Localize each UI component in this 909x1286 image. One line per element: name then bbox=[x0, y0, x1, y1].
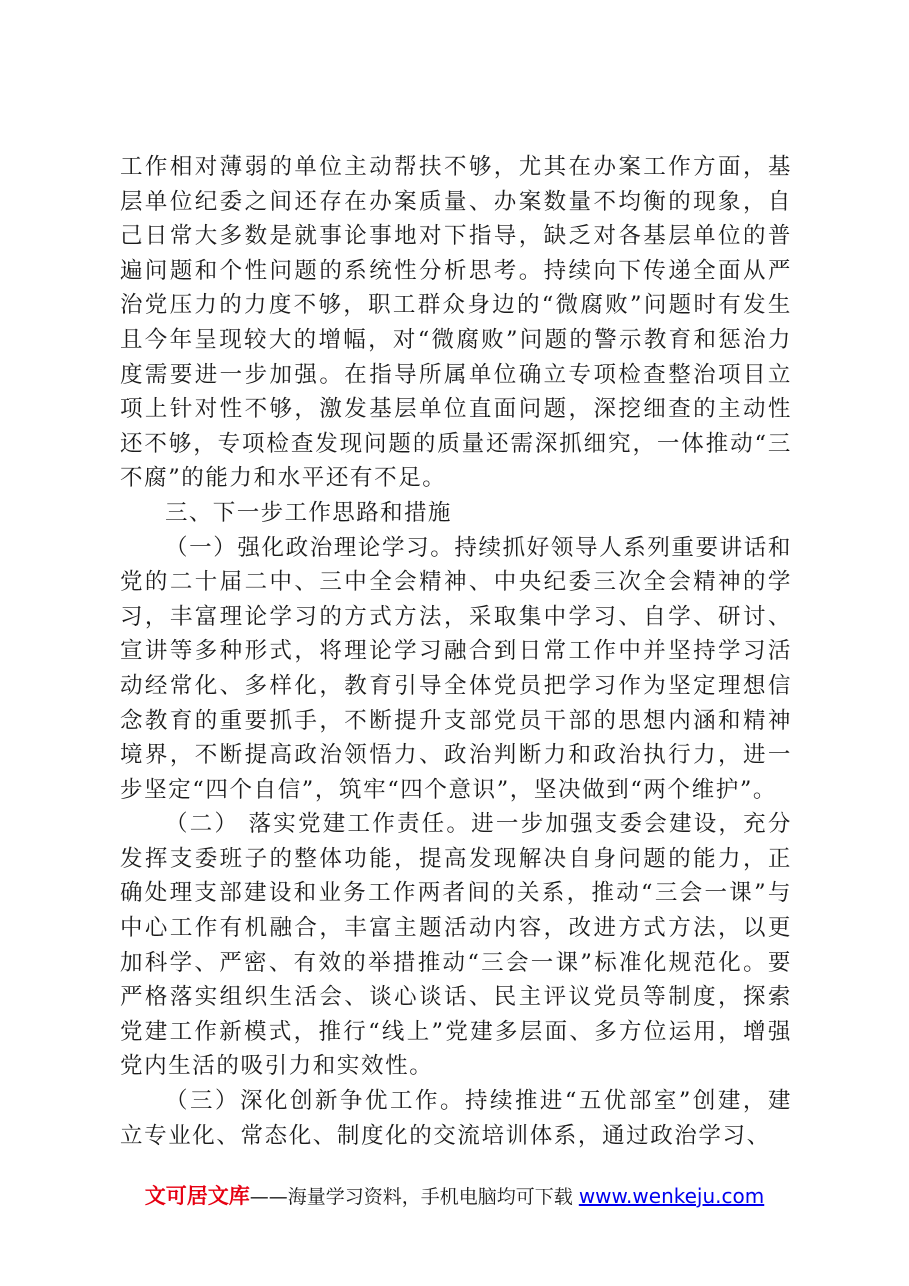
page-footer bbox=[0, 1180, 909, 1210]
section-heading-next-steps: 三、下一步工作思路和措施 bbox=[165, 499, 452, 526]
footer-site-link[interactable]: www.wenkeju.com bbox=[578, 1184, 765, 1208]
paragraph-innovation: （三）深化创新争优工作。持续推进“五优部室”创建，建立专业化、常态化、制度化的交流培训体系，通过政治学习、 bbox=[120, 1088, 792, 1149]
paragraph-party-building: （二） 落实党建工作责任。进一步加强支委会建设，充分发挥支委班子的整体功能，提高发现解决自身问题的能力，正确处理支部建设和业务工作两者间的关系，推动“三会一课”与中心工作有机融合，丰富主题活动内容，改进方式方法，以更加科学、严密、有效的举措推动“三会一课”标准化规范化。要严格落实组织生活会、谈心谈话、民主评议党员等制度，探索党建工作新模式，推行“线上”党建多层面、多方位运用，增强党内生活的吸引力和实效性。 bbox=[120, 811, 792, 1080]
document-body bbox=[120, 150, 792, 1153]
paragraph-theory-study: （一）强化政治理论学习。持续抓好领导人系列重要讲话和党的二十届二中、三中全会精神、中央纪委三次全会精神的学习，丰富理论学习的方式方法，采取集中学习、自学、研讨、宣讲等多种形式，将理论学习融合到日常工作中并坚持学习活动经常化、多样化，教育引导全体党员把学习作为坚定理想信念教育的重要抓手，不断提升支部党员干部的思想内涵和精神境界，不断提高政治领悟力、政治判断力和政治执行力，进一步坚定“四个自信”，筑牢“四个意识”，坚决做到“两个维护”。 bbox=[120, 534, 792, 803]
footer-brand: 文可居文库 bbox=[144, 1184, 250, 1208]
paragraph-problems-continuation: 工作相对薄弱的单位主动帮扶不够，尤其在办案工作方面，基层单位纪委之间还存在办案质量、办案数量不均衡的现象，自己日常大多数是就事论事地对下指导，缺乏对各基层单位的普遍问题和个性问题的系统性分析思考。持续向下传递全面从严治党压力的力度不够，职工群众身边的“微腐败”问题时有发生且今年呈现较大的增幅，对“微腐败”问题的警示教育和惩治力度需要进一步加强。在指导所属单位确立专项检查整治项目立项上针对性不够，激发基层单位直面问题，深挖细查的主动性还不够，专项检查发现问题的质量还需深抓细究，一体推动“三不腐”的能力和水平还有不足。 bbox=[120, 154, 792, 492]
footer-tagline: ——海量学习资料，手机电脑均可下载 bbox=[249, 1186, 573, 1208]
